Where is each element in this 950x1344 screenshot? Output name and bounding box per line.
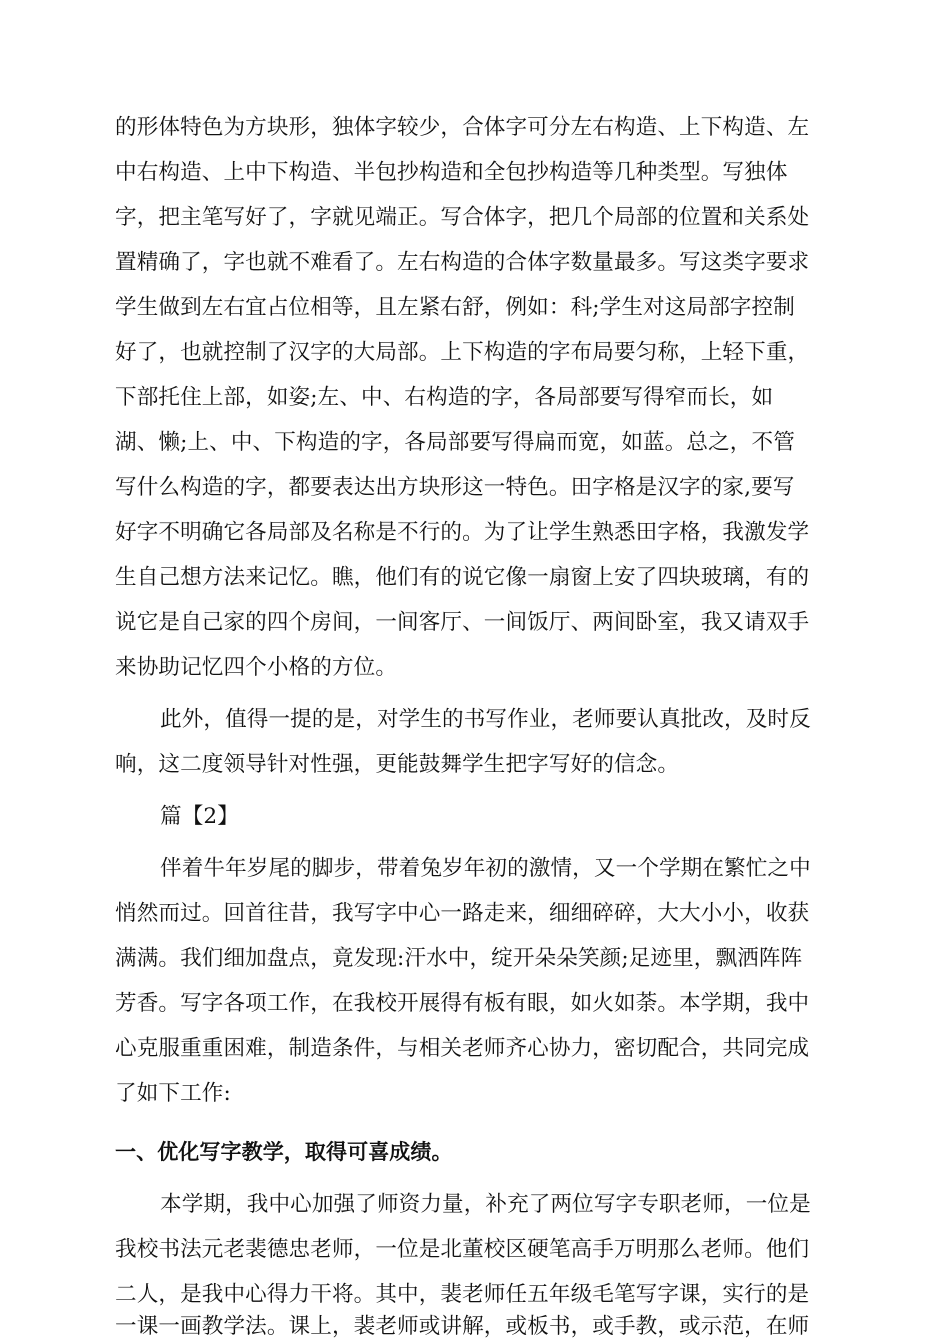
text-line: 字，把主笔写好了，字就见端正。写合体字，把几个局部的位置和关系处 <box>115 205 810 230</box>
text-line: 我校书法元老裴德忠老师，一位是北董校区硬笔高手万明那么老师。他们 <box>115 1237 810 1262</box>
text-line: 说它是自己家的四个房间，一间客厅、一间饭厅、两间卧室，我又请双手 <box>115 610 810 635</box>
text-line: 此外，值得一提的是，对学生的书写作业，老师要认真批改，及时反 <box>160 707 811 732</box>
text-line: 心克服重重困难，制造条件，与相关老师齐心协力，密切配合，共同完成 <box>115 1036 810 1061</box>
heading: 一、优化写字教学，取得可喜成绩。 <box>115 1140 453 1164</box>
text-line: 置精确了，字也就不难看了。左右构造的合体字数量最多。写这类字要求 <box>115 250 810 275</box>
text-line: 的形体特色为方块形，独体字较少，合体字可分左右构造、上下构造、左 <box>115 115 810 140</box>
text-line: 了如下工作: <box>115 1081 231 1106</box>
text-line: 中右构造、上中下构造、半包抄构造和全包抄构造等几种类型。写独体 <box>115 160 788 185</box>
text-line: 湖、懒;上、中、下构造的字，各局部要写得扁而宽，如蓝。总之，不管 <box>115 430 795 455</box>
section-title: 篇【2】 <box>160 804 239 829</box>
text-line: 响，这二度领导针对性强，更能鼓舞学生把字写好的信念。 <box>115 752 680 777</box>
text-line: 下部托住上部，如姿;左、中、右构造的字，各局部要写得窄而长，如 <box>115 385 774 410</box>
text-line: 学生做到左右宜占位相等，且左紧右舒，例如：科;学生对这局部字控制 <box>115 295 795 320</box>
text-line: 悄然而过。回首往昔，我写字中心一路走来，细细碎碎，大大小小，收获 <box>115 901 810 926</box>
text-line: 本学期，我中心加强了师资力量，补充了两位写字专职老师，一位是 <box>160 1192 811 1217</box>
text-line: 来协助记忆四个小格的方位。 <box>115 655 398 680</box>
text-line: 二人，是我中心得力干将。其中，裴老师任五年级毛笔写字课，实行的是 <box>115 1282 810 1307</box>
text-line: 芳香。写字各项工作，在我校开展得有板有眼，如火如荼。本学期，我中 <box>115 991 810 1016</box>
text-line: 一课一画教学法。课上，裴老师或讲解，或板书，或手教，或示范，在师 <box>115 1314 810 1339</box>
text-line: 生自己想方法来记忆。瞧，他们有的说它像一扇窗上安了四块玻璃，有的 <box>115 565 810 590</box>
text-line: 写什么构造的字，都要表达出方块形这一特色。田字格是汉字的家,要写 <box>115 475 795 500</box>
text-line: 满满。我们细加盘点，竟发现:汗水中，绽开朵朵笑颜;足迹里，飘洒阵阵 <box>115 946 803 971</box>
text-line: 伴着牛年岁尾的脚步，带着兔岁年初的激情，又一个学期在繁忙之中 <box>160 856 811 881</box>
text-line: 好了，也就控制了汉字的大局部。上下构造的字布局要匀称，上轻下重， <box>115 340 810 365</box>
text-line: 好字不明确它各局部及名称是不行的。为了让学生熟悉田字格，我激发学 <box>115 520 810 545</box>
